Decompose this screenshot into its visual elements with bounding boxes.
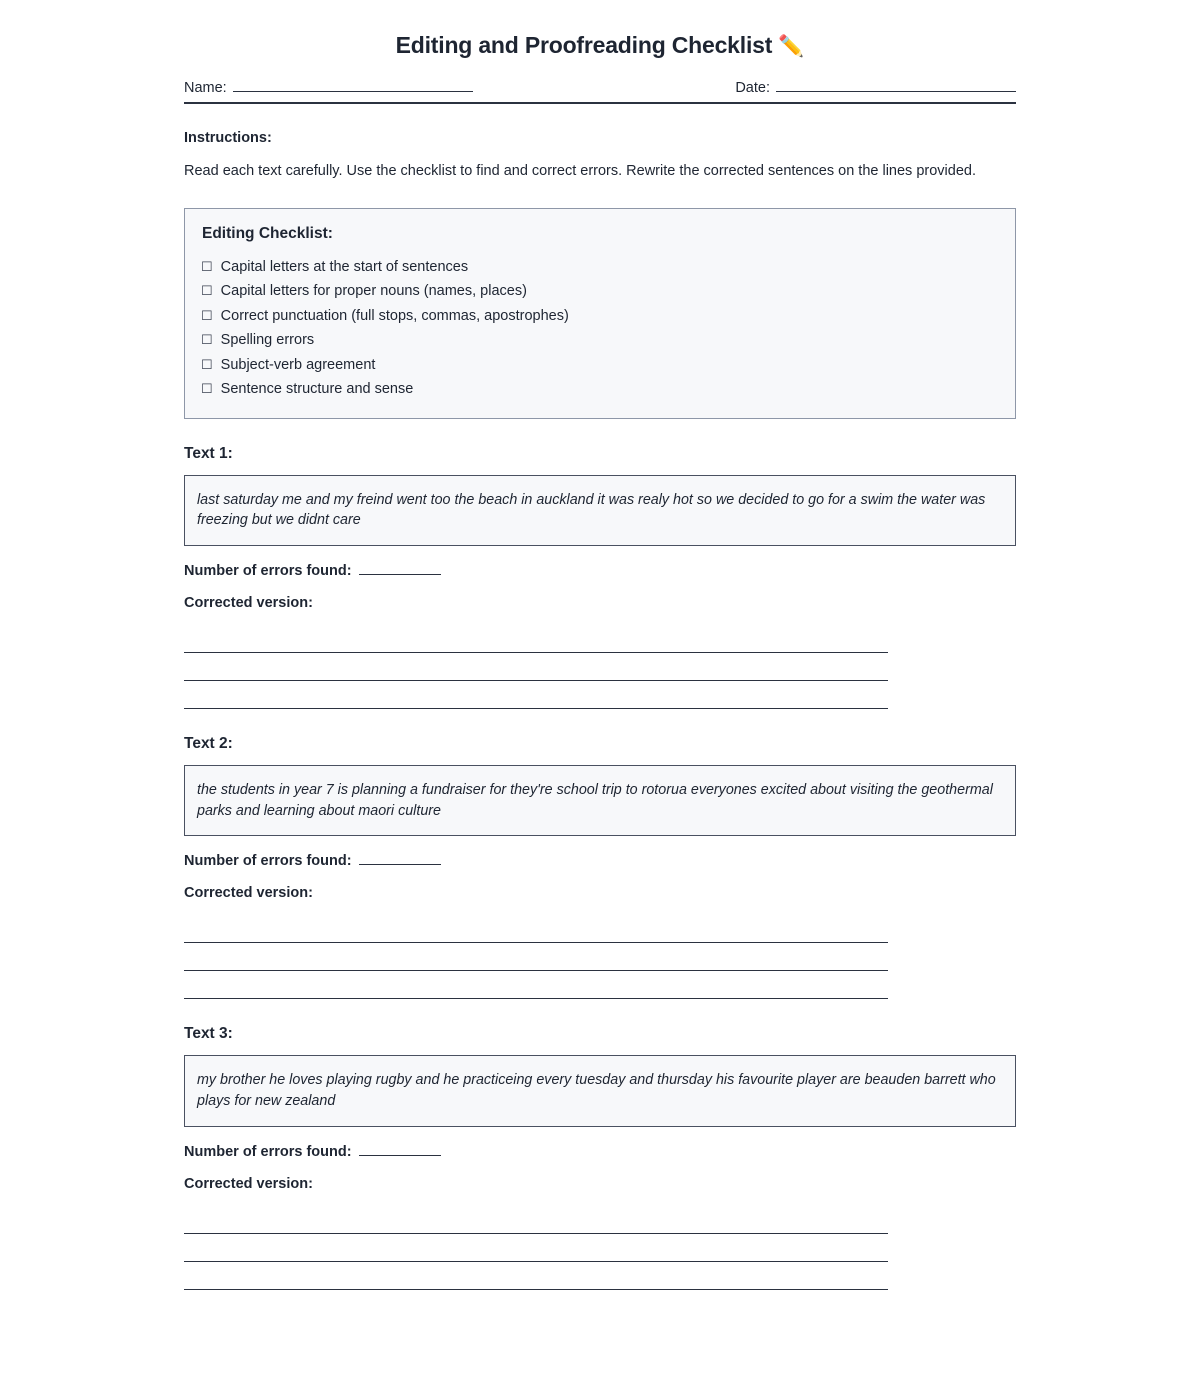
corrected-version-label: Corrected version:	[184, 1175, 313, 1192]
passage-box	[184, 1055, 1016, 1126]
errors-found-row[interactable]	[184, 1144, 1016, 1160]
checklist-item-label: Capital letters at the start of sentences	[220, 258, 469, 275]
name-input-blank[interactable]	[233, 79, 473, 92]
section-heading: Text 1:	[184, 444, 233, 462]
editing-checklist-box	[184, 208, 1016, 419]
answer-lines[interactable]	[184, 625, 888, 709]
answer-line[interactable]	[184, 681, 888, 709]
corrected-version-label: Corrected version:	[184, 595, 313, 611]
errors-found-row[interactable]	[184, 563, 1016, 579]
text-section-2	[184, 735, 1016, 999]
answer-line[interactable]	[184, 943, 888, 971]
identity-row	[184, 79, 1016, 96]
passage-text: the students in year 7 is planning a fundraiser for they're school trip to rotorua everyones excited about visiting the geothermal parks and learning about maori culture	[197, 782, 993, 819]
passage-box	[184, 475, 1016, 546]
answer-line[interactable]	[184, 625, 888, 653]
checklist-items	[201, 255, 999, 402]
checklist-item[interactable]	[201, 304, 999, 329]
checklist-title: Editing Checklist:	[202, 224, 333, 242]
checklist-item-label: Capital letters for proper nouns (names, places)	[220, 283, 527, 300]
answer-line[interactable]	[184, 1234, 888, 1262]
checklist-item-label: Correct punctuation (full stops, commas, apostrophes)	[220, 307, 569, 324]
instructions-body: Read each text carefully. Use the checklist to find and correct errors. Rewrite the corrected sentences on the lines provided.	[184, 163, 976, 179]
section-heading: Text 3:	[184, 1025, 233, 1043]
corrected-version-label: Corrected version:	[184, 885, 313, 902]
checkbox-icon[interactable]: ☐	[201, 258, 213, 274]
errors-found-label: Number of errors found:	[184, 563, 352, 579]
answer-line[interactable]	[184, 971, 888, 999]
answer-line[interactable]	[184, 1262, 888, 1290]
page-title-text: Editing and Proofreading Checklist	[395, 32, 773, 58]
errors-found-input-blank[interactable]	[359, 1144, 441, 1156]
checkbox-icon[interactable]: ☐	[201, 381, 213, 397]
pencil-emoji-icon: ✏️	[778, 35, 805, 58]
date-field[interactable]	[735, 79, 1016, 96]
date-input-blank[interactable]	[776, 79, 1016, 92]
name-label: Name:	[184, 80, 227, 96]
errors-found-label: Number of errors found:	[184, 853, 352, 870]
checklist-item-label: Subject-verb agreement	[220, 356, 376, 373]
checklist-item[interactable]	[201, 255, 999, 280]
page-title	[184, 32, 1016, 59]
checklist-item[interactable]	[201, 353, 999, 378]
name-field[interactable]	[184, 79, 473, 96]
checklist-item[interactable]	[201, 328, 999, 353]
text-section-3	[184, 1025, 1016, 1289]
passage-box	[184, 765, 1016, 836]
passage-text: last saturday me and my freind went too the beach in auckland it was realy hot so we decided to go for a swim the water was freezing but we didnt care	[197, 491, 986, 529]
checkbox-icon[interactable]: ☐	[201, 356, 213, 372]
instructions-heading: Instructions:	[184, 130, 272, 146]
checkbox-icon[interactable]: ☐	[201, 307, 213, 323]
checklist-item[interactable]	[201, 279, 999, 304]
checklist-item[interactable]	[201, 377, 999, 402]
checkbox-icon[interactable]: ☐	[201, 283, 213, 299]
errors-found-input-blank[interactable]	[359, 853, 441, 865]
section-heading: Text 2:	[184, 735, 233, 752]
answer-lines[interactable]	[184, 1206, 888, 1290]
date-label: Date:	[735, 80, 770, 96]
errors-found-input-blank[interactable]	[359, 563, 441, 575]
text-section-1	[184, 445, 1016, 709]
errors-found-label: Number of errors found:	[184, 1143, 352, 1160]
answer-lines[interactable]	[184, 915, 888, 999]
checklist-item-label: Spelling errors	[220, 332, 315, 349]
answer-line[interactable]	[184, 915, 888, 943]
header-divider	[184, 102, 1016, 104]
checkbox-icon[interactable]: ☐	[201, 332, 213, 348]
answer-line[interactable]	[184, 653, 888, 681]
checklist-item-label: Sentence structure and sense	[220, 381, 414, 398]
passage-text: my brother he loves playing rugby and he practiceing every tuesday and thursday his favourite player are beauden barrett who plays for new zealand	[197, 1072, 996, 1110]
errors-found-row[interactable]	[184, 853, 1016, 869]
answer-line[interactable]	[184, 1206, 888, 1234]
